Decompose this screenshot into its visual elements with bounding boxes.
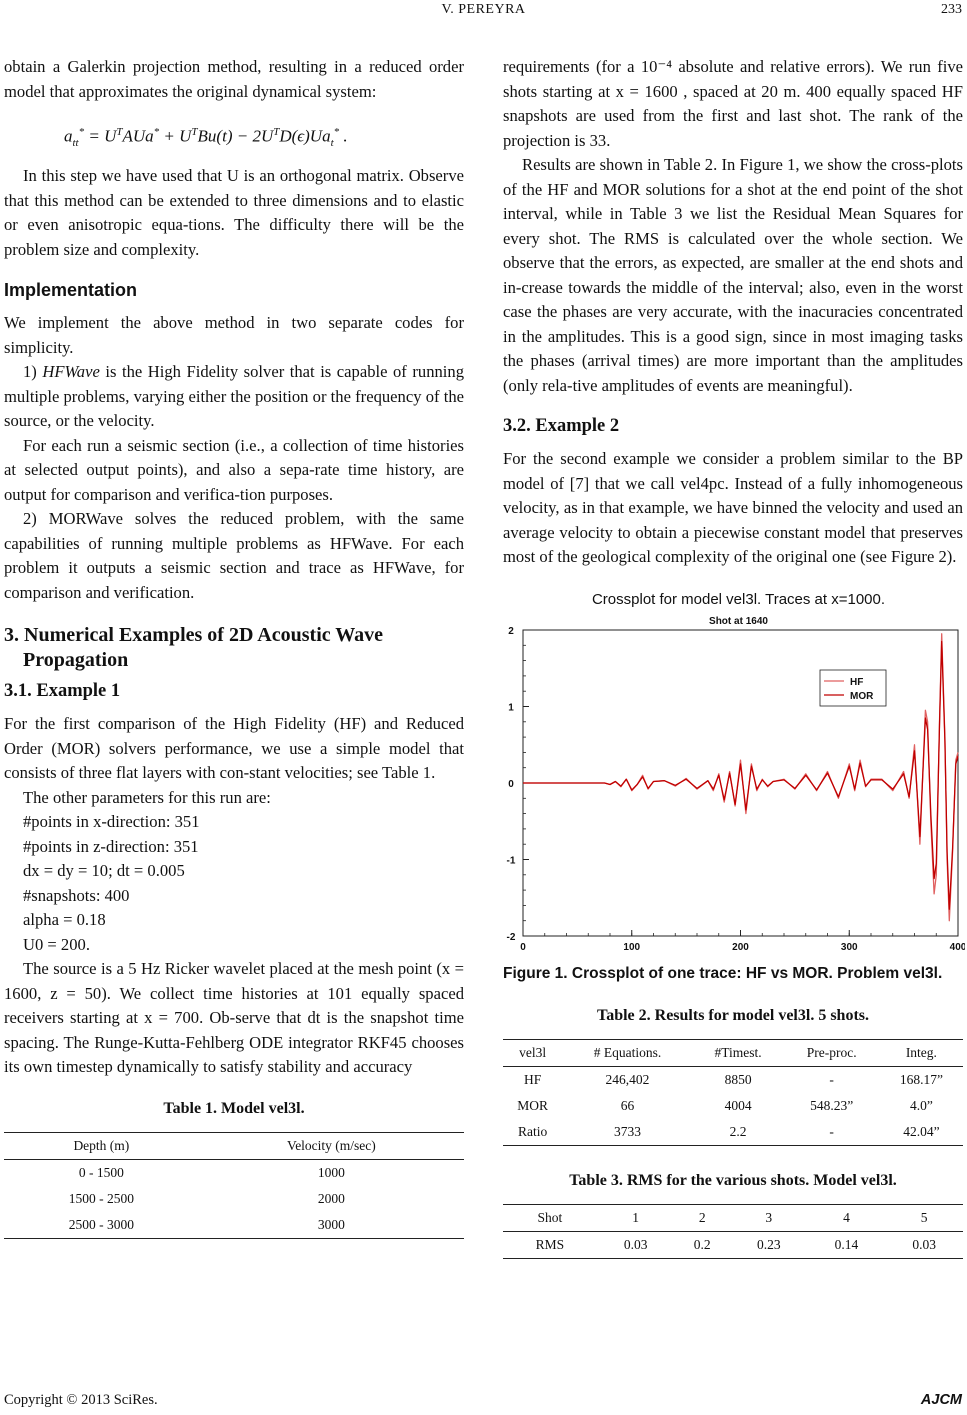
paragraph-comparison: For the first comparison of the High Fidelity (HF) and Reduced Order (MOR) solvers performance, we use a simple model that consists of three flat layers with con-stant velocities; see Table 1.	[4, 714, 464, 782]
table1	[4, 1132, 464, 1239]
table-cell: 2000	[317, 1190, 345, 1206]
param-item: U0 = 200.	[23, 934, 90, 954]
table-cell: 66	[620, 1097, 635, 1113]
table-cell: 42.04”	[903, 1123, 940, 1139]
table-header-cell: Velocity (m/sec)	[286, 1137, 376, 1153]
table1-caption: Table 1. Model vel3l.	[163, 1099, 305, 1117]
table-cell: 3733	[613, 1123, 641, 1139]
table-cell: 246,402	[605, 1071, 650, 1087]
table-cell: -	[829, 1123, 834, 1139]
heading-section-3-line2: Propagation	[23, 649, 129, 671]
y-tick-label: 1	[508, 702, 514, 713]
table-header-row	[4, 1132, 464, 1159]
table-row	[503, 1066, 963, 1093]
paragraph-source: The source is a 5 Hz Ricker wavelet placed at the mesh point (x = 1600, z = 50). We collect time histories at 101 equally spaced receivers starting at x = 700. Ob-serve that dt is the snapshot time spacing. The Runge-Kutta-Fehlberg ODE integrator RKF45 chooses its own timestep dynamically to satisfy stability and accuracy	[4, 959, 464, 1076]
equation-text: $a_{tt}^* = U^TAUa^* + U^TBu(t) - 2U^TD(\epsilon)Ua_t^*$ .	[64, 126, 348, 150]
page-number: 233	[941, 2, 962, 17]
paragraph-example2: For the second example we consider a problem similar to the BP model of [7] that we call vel4pc. Instead of a fully inhomogeneous velocity, as in that example, we have binned the velocity and used an average velocity to obtain a piecewise constant model that preserves most of the geological complexity of the original one (see Figure 2).	[503, 449, 963, 566]
x-tick-label: 300	[840, 941, 858, 953]
figure-1	[503, 588, 965, 963]
heading-section-3	[4, 623, 464, 673]
paragraph-morwave: 2) MORWave solves the reduced problem, with the same capabilities of running multiple problems as HFWave. For each problem it outputs a seismic section and trace as HFWave, for comparison and verification.	[4, 509, 464, 602]
table-cell: 4.0”	[909, 1097, 933, 1113]
equation-reduced-model	[4, 104, 464, 164]
param-item: #points in z-direction: 351	[23, 836, 199, 856]
paragraph-hfwave	[4, 360, 464, 434]
table-header-cell: Shot	[537, 1209, 563, 1225]
table-cell: 1000	[317, 1164, 345, 1180]
y-tick-label: 2	[508, 625, 514, 637]
journal-name: AJCM	[920, 1392, 962, 1408]
table-cell: 4004	[724, 1097, 752, 1113]
table-cell: 2.2	[729, 1123, 747, 1139]
table-cell: 3000	[317, 1216, 345, 1232]
table-row	[503, 1119, 963, 1146]
x-tick-label: 400	[949, 941, 965, 953]
legend-label: MOR	[850, 690, 874, 702]
table2-caption: Table 2. Results for model vel3l. 5 shots.	[596, 1006, 869, 1024]
table-header-cell: 5	[920, 1209, 928, 1225]
x-tick-label: 200	[732, 941, 749, 953]
table-row	[4, 1159, 464, 1186]
table-header-cell: # Equations.	[593, 1044, 662, 1060]
running-title: V. PEREYRA	[441, 2, 526, 17]
table-cell: 0.23	[756, 1236, 781, 1252]
heading-example-1: 3.1. Example 1	[4, 681, 121, 701]
table-cell: 2500 - 3000	[68, 1216, 134, 1232]
paragraph-implement: We implement the above method in two separate codes for simplicity.	[4, 313, 464, 357]
paragraph-params-intro: The other parameters for this run are:	[23, 787, 271, 807]
table-header-cell: Integ.	[905, 1044, 937, 1060]
table-cell: 0.03	[623, 1236, 648, 1252]
table2	[503, 1039, 963, 1146]
table-header-cell: Depth (m)	[73, 1137, 130, 1153]
paragraph-run: For each run a seismic section (i.e., a collection of time histories at selected output points), and also a sepa-rate time history, are output for comparison and verifica-tion purposes.	[4, 435, 464, 504]
table-cell: MOR	[517, 1097, 549, 1113]
table-row	[503, 1231, 963, 1258]
paragraph-intro: obtain a Galerkin projection method, resulting in a reduced order model that approximates the original dynamical system:	[4, 57, 464, 101]
table-header-cell: Pre-proc.	[806, 1044, 857, 1060]
table-cell: 8850	[724, 1071, 752, 1087]
right-column	[503, 55, 963, 1259]
paragraph-requirements: requirements (for a 10⁻⁴ absolute and relative errors). We run five shots starting at x = 1600 , spaced at 20 m. 400 equally spaced HF snapshots are used from the first and last shot. The rank of the projection is 33.	[503, 57, 963, 150]
chart-subtitle: Shot at 1640	[709, 615, 768, 627]
table-cell: 548.23”	[810, 1097, 854, 1113]
table-header-cell: vel3l	[519, 1044, 547, 1060]
table-header-cell: 4	[843, 1209, 850, 1225]
param-item: dx = dy = 10; dt = 0.005	[23, 861, 185, 880]
table-cell: 0 - 1500	[78, 1164, 124, 1180]
table-cell: 0.14	[834, 1236, 859, 1252]
param-item: #snapshots: 400	[23, 885, 130, 905]
table-header-row	[503, 1204, 963, 1231]
table3-caption: Table 3. RMS for the various shots. Model vel3l.	[569, 1171, 897, 1189]
x-tick-label: 0	[520, 941, 526, 953]
table-header-cell: 3	[765, 1209, 773, 1225]
chart-title: Crossplot for model vel3l. Traces at x=1000.	[591, 590, 886, 608]
table-header-cell: 2	[698, 1209, 706, 1225]
table-cell: -	[829, 1071, 834, 1087]
copyright: Copyright © 2013 SciRes.	[4, 1392, 158, 1408]
figure-1-caption: Figure 1. Crossplot of one trace: HF vs MOR. Problem vel3l.	[503, 964, 943, 982]
table-row	[4, 1212, 464, 1239]
paragraph-orthogonal: In this step we have used that U is an orthogonal matrix. Observe that this method can be extended to three dimensions and to elastic or even anisotropic equa-tions. The difficulty there will be the problem size and complexity.	[4, 166, 464, 259]
series-line-mor	[523, 641, 958, 909]
parameter-list	[4, 786, 464, 958]
table-header-cell: 1	[632, 1209, 639, 1225]
series-line-hf	[523, 633, 958, 920]
table-cell: RMS	[535, 1236, 565, 1252]
crossplot-chart	[503, 588, 965, 963]
left-column	[4, 55, 464, 1239]
paragraph-results: Results are shown in Table 2. In Figure 1, we show the cross-plots of the HF and MOR solutions for a shot at the end point of the shot interval, while in Table 3 we list the Residual Mean Squares for every shot. The RMS is calculated over the whole section. We observe that the errors, as expected, are smaller at the end shots and in-crease towards the middle of the interval; also, even in the worst case the phases are very accurate, with the inacuracies concentrated in the amplitudes. This is a good sign, since in most imaging tasks the phases (arrival times) are more important than the amplitudes (only rela-tive amplitudes of events are meaningful).	[503, 155, 963, 395]
table-cell: 168.17”	[899, 1071, 943, 1087]
table-cell: 0.03	[912, 1236, 936, 1252]
table-header-row	[503, 1039, 963, 1066]
legend-label: HF	[850, 676, 864, 688]
list-num: 1)	[23, 362, 43, 381]
table-header-cell: #Timest.	[714, 1044, 762, 1060]
x-tick-label: 100	[623, 941, 641, 953]
heading-implementation: Implementation	[4, 280, 138, 300]
table-cell: 0.2	[693, 1236, 711, 1252]
y-tick-label: 0	[508, 778, 514, 790]
table-cell: HF	[524, 1071, 542, 1087]
heading-example-2: 3.2. Example 2	[503, 416, 620, 436]
hfwave-desc: is the High Fidelity solver that is capable of running multiple problems, varying either the position or the frequency of the source, or the velocity.	[4, 362, 464, 430]
table-cell: Ratio	[518, 1123, 548, 1139]
y-tick-label: -1	[506, 855, 516, 866]
param-item: #points in x-direction: 351	[23, 812, 200, 831]
table-row	[503, 1093, 963, 1119]
page-header	[0, 0, 967, 22]
heading-section-3-line1: 3. Numerical Examples of 2D Acoustic Wave	[4, 624, 384, 646]
table-row	[4, 1186, 464, 1212]
y-tick-label: -2	[506, 931, 516, 943]
table-cell: 1500 - 2500	[68, 1190, 134, 1206]
param-item: alpha = 0.18	[23, 910, 106, 929]
table3	[503, 1204, 963, 1259]
hfwave-name: HFWave	[42, 362, 100, 381]
